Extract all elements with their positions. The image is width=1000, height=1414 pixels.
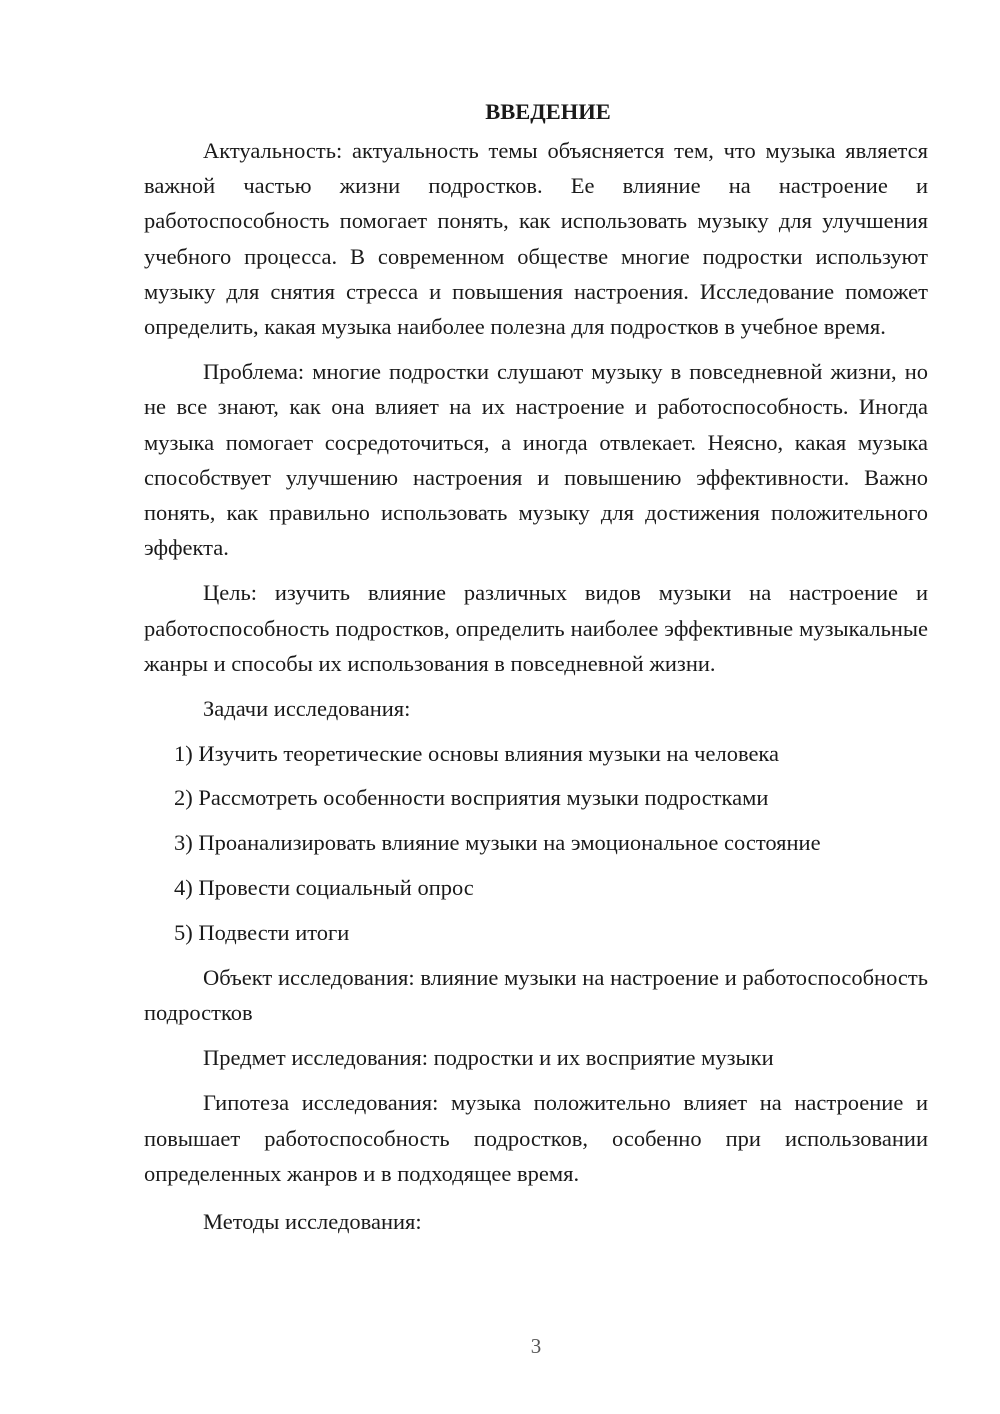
paragraph-object: Объект исследования: влияние музыки на настроение и работоспособность подростков	[144, 964, 928, 1025]
methods-heading: Методы исследования:	[203, 1208, 422, 1234]
page-title: ВВЕДЕНИЕ	[485, 99, 611, 124]
list-item: 2) Рассмотреть особенности восприятия музыки подростками	[174, 785, 769, 811]
list-item: 3) Проанализировать влияние музыки на эмоциональное состояние	[174, 830, 821, 856]
paragraph-hypothesis: Гипотеза исследования: музыка положительно влияет на настроение и повышает работоспособность подростков, особенно при использовании определенных жанров и в подходящее время.	[144, 1090, 928, 1186]
page-content	[144, 94, 928, 1239]
tasks-list	[144, 736, 928, 950]
list-item: 4) Провести социальный опрос	[174, 874, 474, 900]
tasks-heading: Задачи исследования:	[203, 696, 411, 722]
list-item: 1) Изучить теоретические основы влияния музыки на человека	[174, 740, 780, 766]
paragraph-problem: Проблема: многие подростки слушают музыку в повседневной жизни, но не все знают, как она влияет на их настроение и работоспособность. Иногда музыка помогает сосредоточиться, а иногда отвлекает. Неясно, какая музыка способствует улучшению настроения и повышению эффективности. Важно понять, как правильно использовать музыку для достижения положительного эффекта.	[144, 359, 928, 561]
paragraph-subject: Предмет исследования: подростки и их восприятие музыки	[203, 1045, 774, 1071]
paragraph-relevance: Актуальность: актуальность темы объясняется тем, что музыка является важной частью жизни подростков. Ее влияние на настроение и работоспособность помогает понять, как использовать музыку для улучшения учебного процесса. В современном обществе многие подростки используют музыку для снятия стресса и повышения настроения. Исследование поможет определить, какая музыка наиболее полезна для подростков в учебное время.	[144, 138, 928, 340]
list-item: 5) Подвести итоги	[174, 919, 350, 945]
page-number: 3	[530, 1334, 542, 1358]
paragraph-goal: Цель: изучить влияние различных видов музыки на настроение и работоспособность подростков, определить наиболее эффективные музыкальные жанры и способы их использования в повседневной жизни.	[144, 580, 928, 676]
